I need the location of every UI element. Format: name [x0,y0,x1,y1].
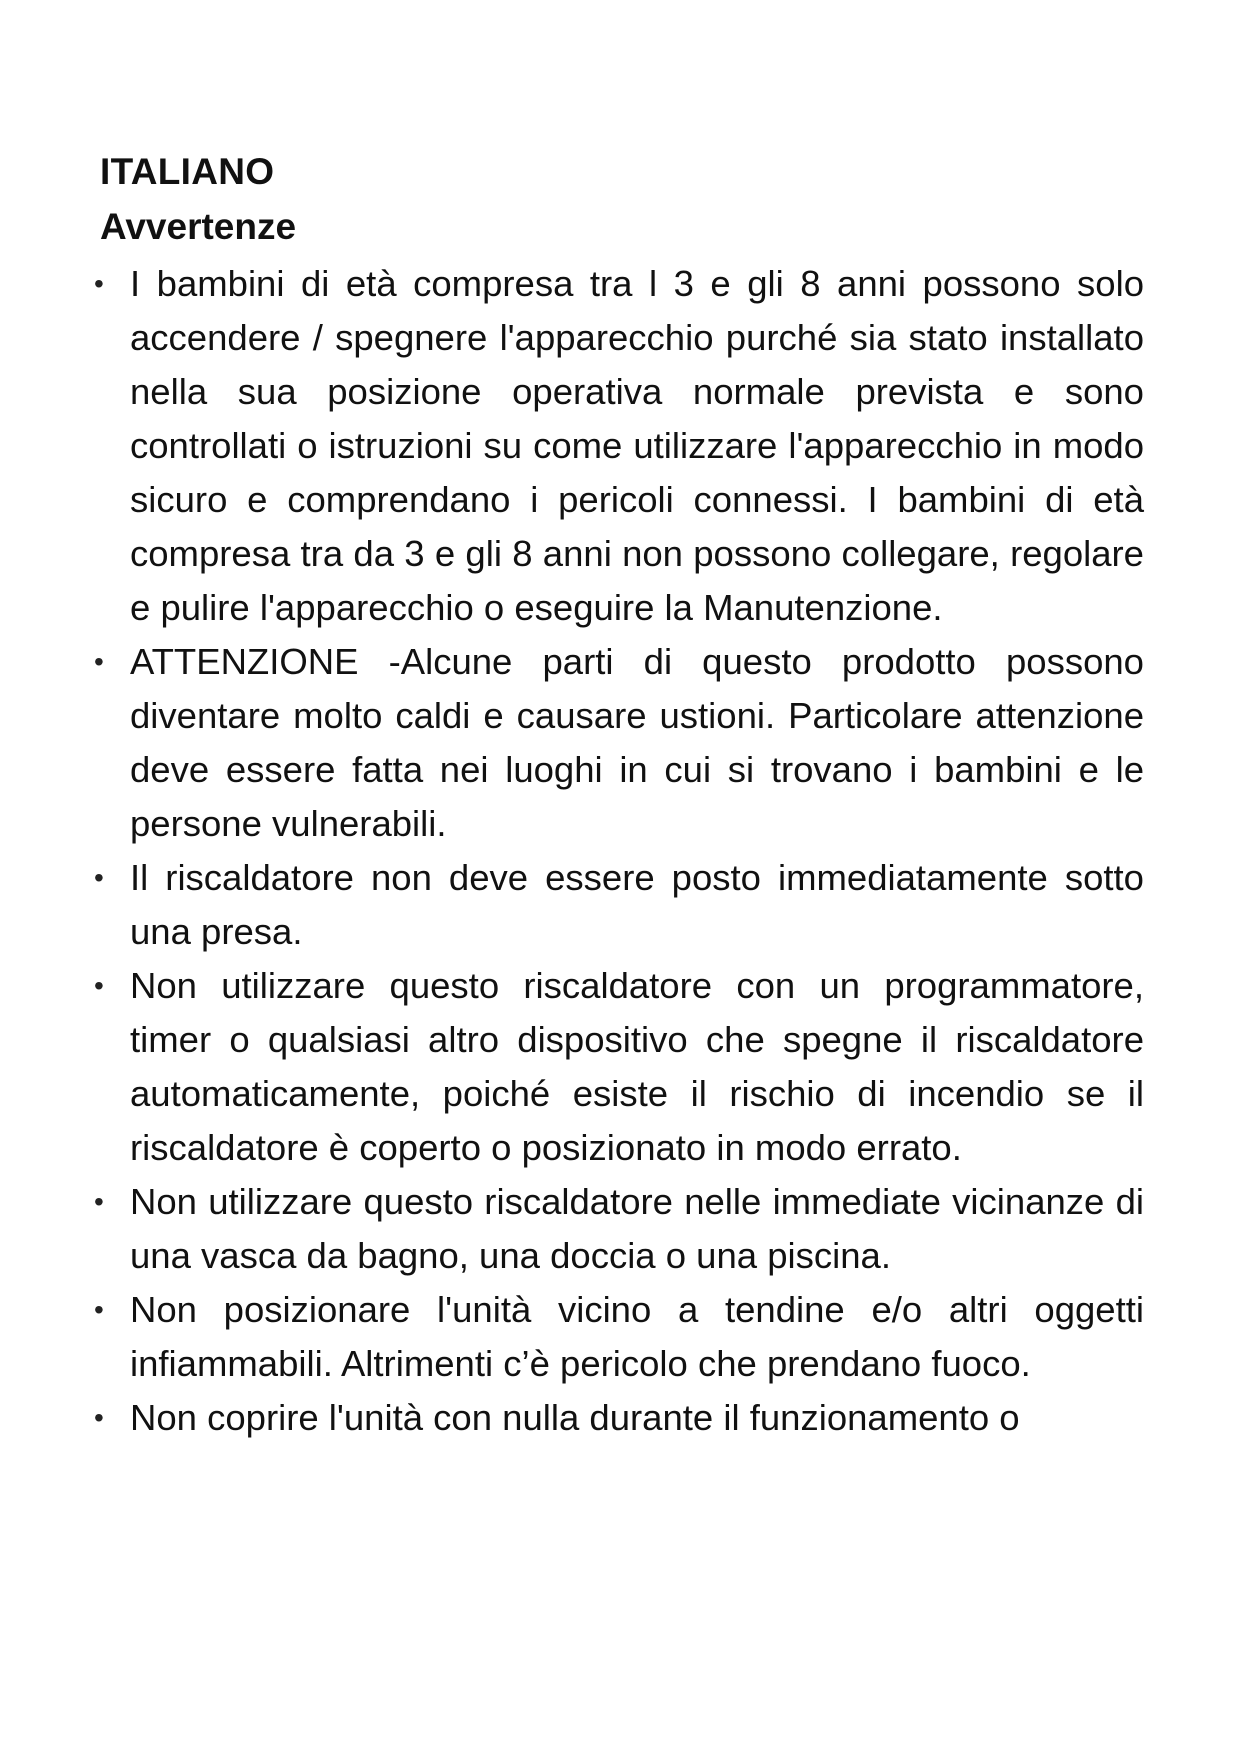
warning-text: Non utilizzare questo riscaldatore con un programmatore, timer o qualsiasi altro dispositivo che spegne il riscaldatore automaticamente, poiché esiste il rischio di incendio se il riscaldatore è coperto o posizionato in modo errato. [130,965,1144,1168]
warning-item [94,1283,1144,1391]
warning-item [94,635,1144,851]
bullet-icon: • [94,1402,104,1433]
warning-text: Non posizionare l'unità vicino a tendine e/o altri oggetti infiammabili. Altrimenti c’è pericolo che prendano fuoco. [130,1289,1144,1384]
warning-item [94,1175,1144,1283]
warning-text: I bambini di età compresa tra l 3 e gli 8 anni possono solo accendere / spegnere l'apparecchio purché sia stato installato nella sua posizione operativa normale prevista e sono controllati o istruzioni su come utilizzare l'apparecchio in modo sicuro e comprendano i pericoli connessi. I bambini di età compresa tra da 3 e gli 8 anni non possono collegare, regolare e pulire l'apparecchio o eseguire la Manutenzione. [130,263,1144,628]
warning-item [94,1391,1144,1445]
bullet-icon: • [94,268,104,299]
bullet-icon: • [94,1186,104,1217]
bullet-icon: • [94,646,104,677]
warning-text: Non coprire l'unità con nulla durante il funzionamento o [130,1397,1020,1438]
bullet-icon: • [94,862,104,893]
warning-item [94,257,1144,635]
warnings-list [94,257,1144,1445]
language-heading: ITALIANO [100,151,275,192]
bullet-icon: • [94,1294,104,1325]
warning-text: Il riscaldatore non deve essere posto immediatamente sotto una presa. [130,857,1144,952]
warning-item [94,959,1144,1175]
warning-item [94,851,1144,959]
warning-text: Non utilizzare questo riscaldatore nelle immediate vicinanze di una vasca da bagno, una doccia o una piscina. [130,1181,1144,1276]
warning-text: ATTENZIONE -Alcune parti di questo prodotto possono diventare molto caldi e causare ustioni. Particolare attenzione deve essere fatta nei luoghi in cui si trovano i bambini e le persone vulnerabili. [130,641,1144,844]
section-heading: Avvertenze [100,206,297,247]
bullet-icon: • [94,970,104,1001]
